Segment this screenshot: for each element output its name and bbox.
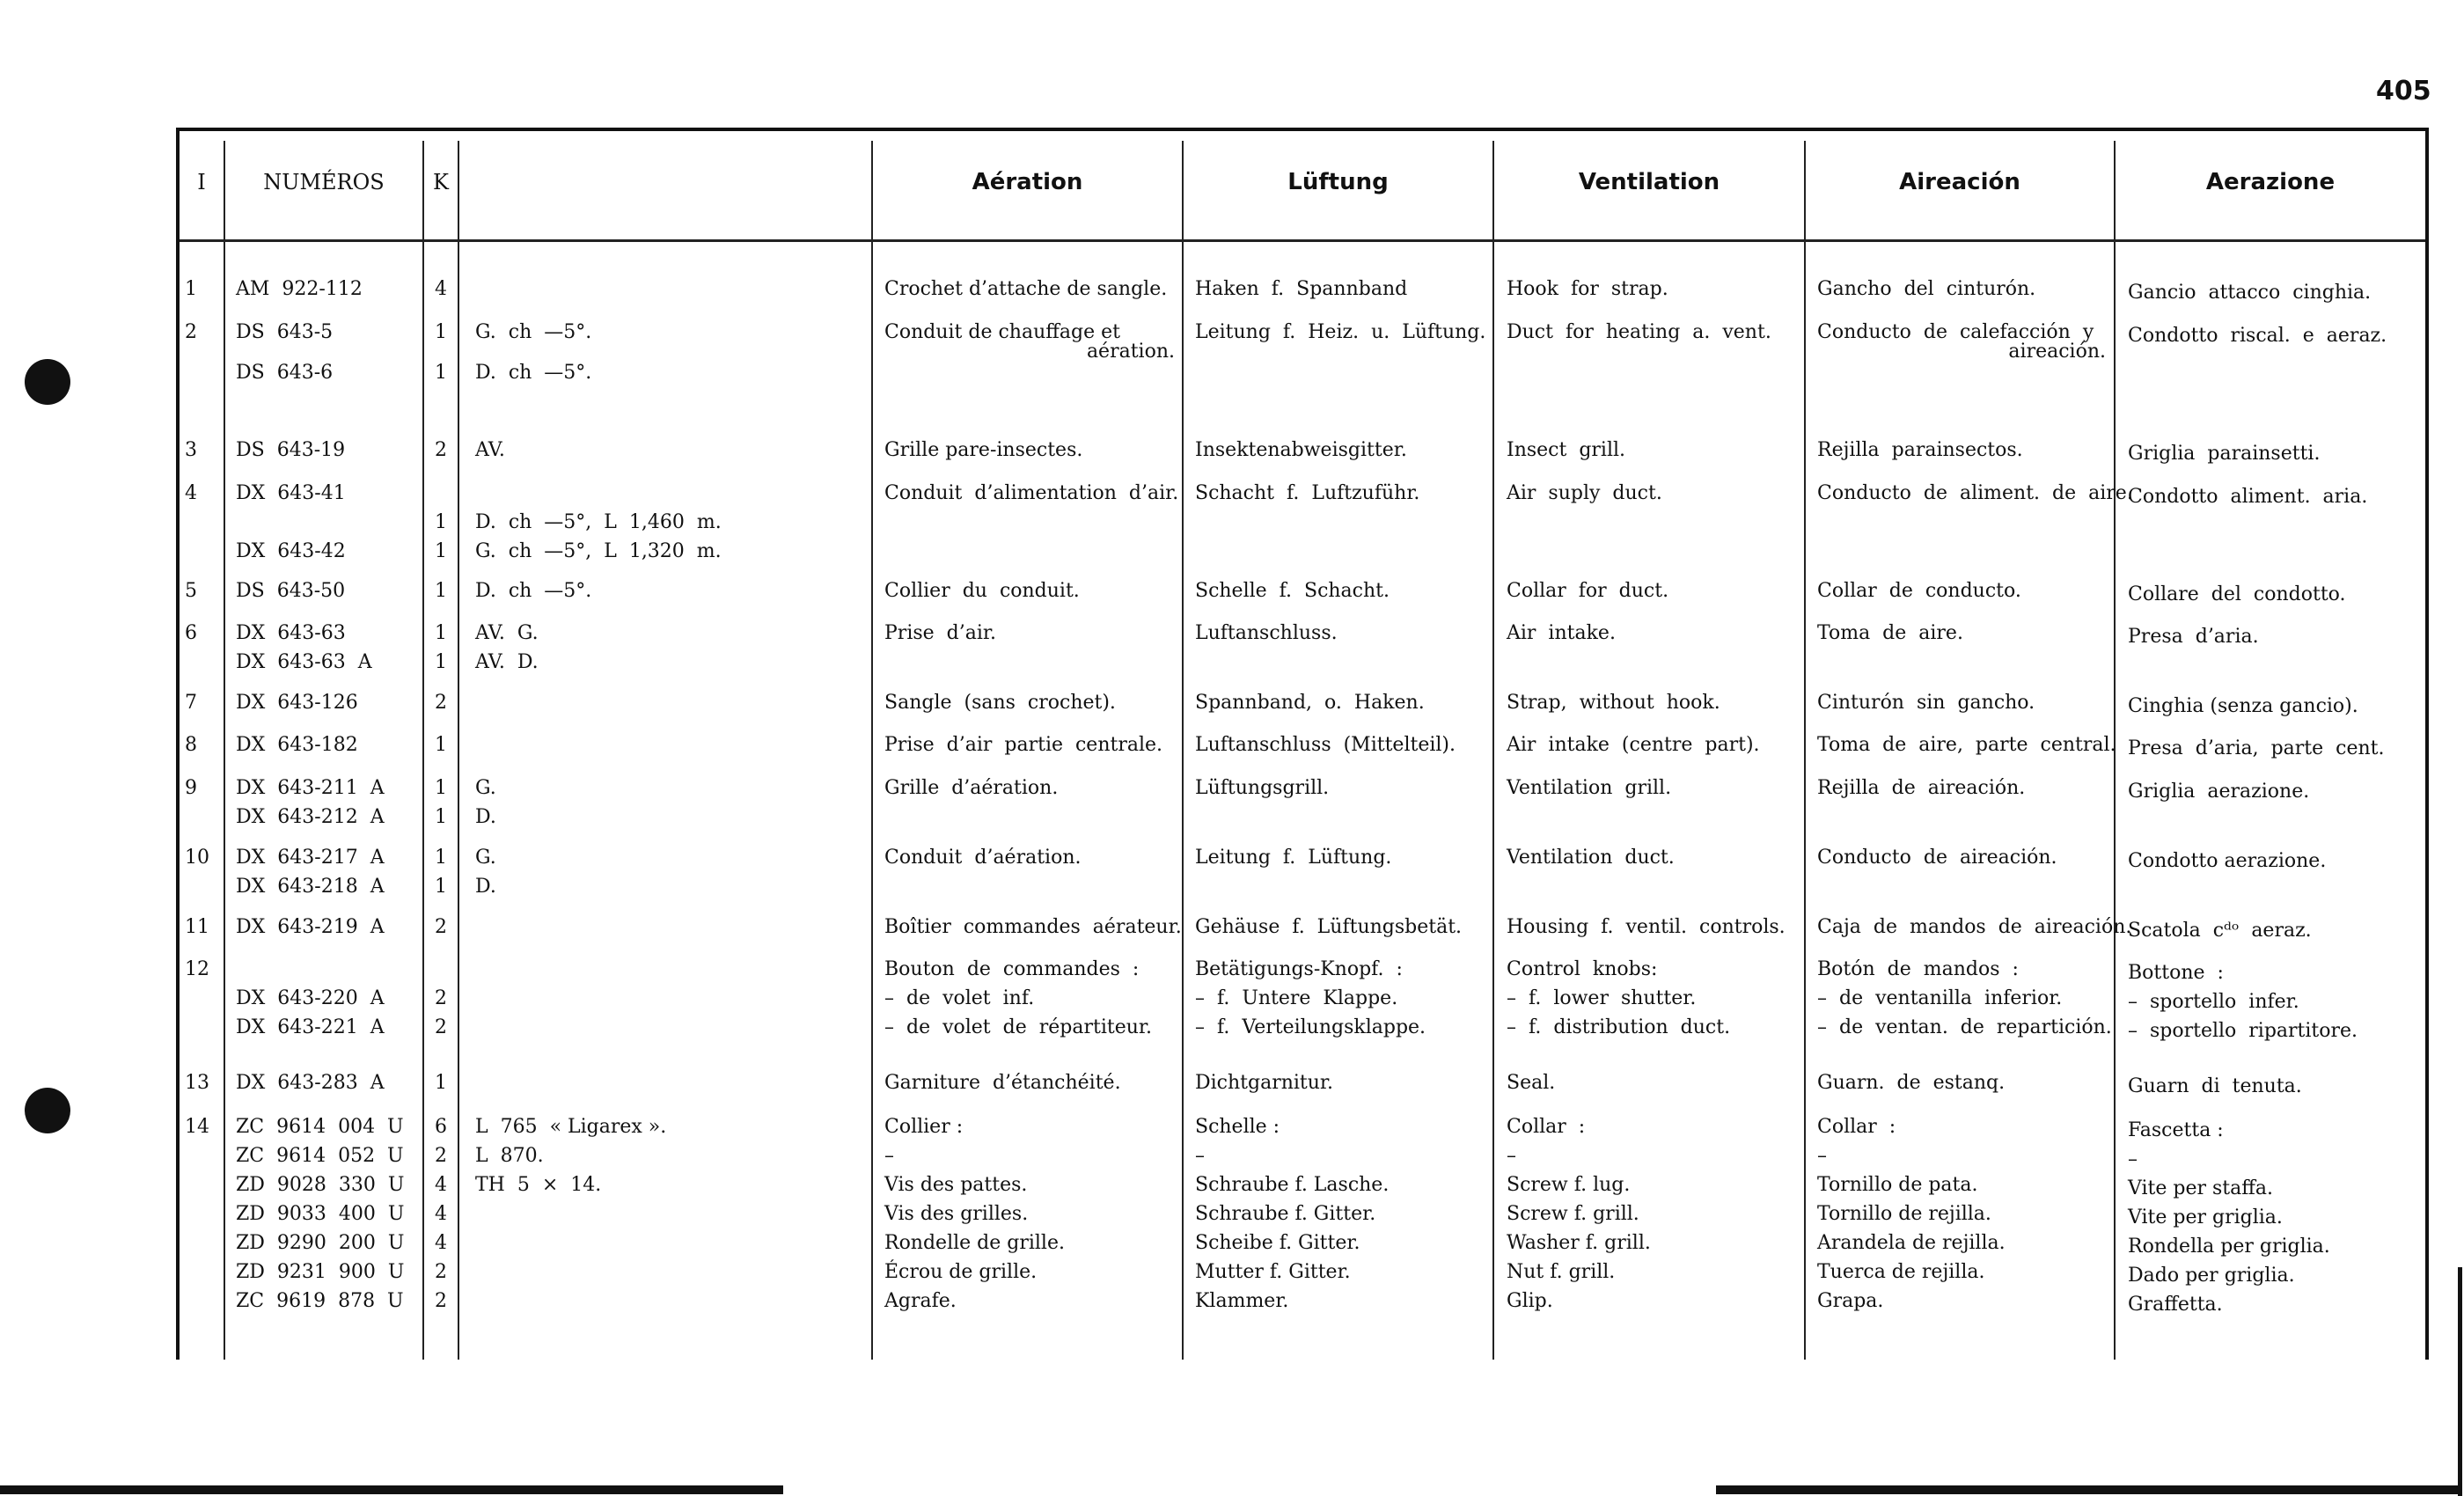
part-number: ZD 9290 200 U — [236, 1232, 405, 1254]
part-note: G. ch —5°. — [475, 321, 592, 343]
description-french: – de volet inf. — [884, 987, 1035, 1009]
description-spanish: Collar : — [1817, 1116, 1896, 1138]
description-spanish: – — [1817, 1145, 1827, 1167]
header-french: Aération — [972, 169, 1083, 195]
row-index: 1 — [185, 278, 197, 300]
description-spanish: Tornillo de rejilla. — [1817, 1203, 1991, 1225]
part-note: D. — [475, 876, 496, 898]
description-english: – — [1507, 1145, 1516, 1167]
header-qty: K — [433, 170, 449, 194]
description-german: – — [1195, 1145, 1205, 1167]
description-spanish: Cinturón sin gancho. — [1817, 692, 2035, 714]
description-english: Seal. — [1507, 1072, 1556, 1094]
description-spanish: Grapa. — [1817, 1290, 1884, 1312]
part-number: DX 643-126 — [236, 692, 358, 714]
description-german: Leitung f. Lüftung. — [1195, 847, 1392, 869]
description-english: Hook for strap. — [1507, 278, 1668, 300]
quantity: 2 — [435, 987, 447, 1009]
description-english: Screw f. grill. — [1507, 1203, 1639, 1225]
part-number: DX 643-41 — [236, 482, 346, 504]
part-number: DX 643-42 — [236, 540, 346, 562]
part-number: ZD 9231 900 U — [236, 1261, 405, 1283]
description-english: Air intake. — [1507, 622, 1616, 644]
part-number: ZC 9614 052 U — [236, 1145, 404, 1167]
quantity: 4 — [435, 1232, 447, 1254]
row-index: 7 — [185, 692, 197, 714]
description-german: Lüftungsgrill. — [1195, 777, 1330, 799]
description-french: Conduit de chauffage et — [884, 321, 1120, 343]
part-number: DS 643-5 — [236, 321, 334, 343]
row-index: 5 — [185, 580, 197, 602]
row-index: 2 — [185, 321, 197, 343]
row-index: 10 — [185, 847, 209, 869]
row-index: 14 — [185, 1116, 209, 1138]
part-number: DX 643-212 A — [236, 806, 385, 828]
quantity: 1 — [435, 1072, 447, 1094]
part-number: DS 643-6 — [236, 362, 334, 384]
row-index: 9 — [185, 777, 197, 799]
description-italian: Condotto aerazione. — [2128, 850, 2327, 872]
quantity: 6 — [435, 1116, 447, 1138]
part-note: G. — [475, 847, 496, 869]
row-index: 12 — [185, 958, 209, 980]
header-english: Ventilation — [1578, 169, 1720, 195]
description-french: Conduit d’alimentation d’air. — [884, 482, 1179, 504]
description-english: Ventilation grill. — [1507, 777, 1672, 799]
quantity: 4 — [435, 1174, 447, 1196]
description-german: Schraube f. Lasche. — [1195, 1174, 1390, 1196]
description-english: Housing f. ventil. controls. — [1507, 916, 1786, 938]
description-english: Glip. — [1507, 1290, 1553, 1312]
part-note: AV. G. — [475, 622, 539, 644]
part-number: DX 643-283 A — [236, 1072, 385, 1094]
quantity: 2 — [435, 1290, 447, 1312]
quantity: 4 — [435, 1203, 447, 1225]
description-english: Duct for heating a. vent. — [1507, 321, 1771, 343]
description-spanish: Guarn. de estanq. — [1817, 1072, 2006, 1094]
description-french: Vis des grilles. — [884, 1203, 1029, 1225]
part-note: D. — [475, 806, 496, 828]
row-index: 11 — [185, 916, 209, 938]
description-spanish: Toma de aire. — [1817, 622, 1963, 644]
part-number: DX 643-221 A — [236, 1016, 385, 1038]
description-french: Sangle (sans crochet). — [884, 692, 1116, 714]
part-note: D. ch —5°. — [475, 362, 592, 384]
description-spanish: Conducto de aireación. — [1817, 847, 2057, 869]
description-italian: – sportello ripartitore. — [2128, 1020, 2358, 1042]
description-spanish: Toma de aire, parte central. — [1817, 734, 2116, 756]
description-german: Insektenabweisgitter. — [1195, 439, 1407, 461]
part-number: DX 643-218 A — [236, 876, 385, 898]
quantity: 2 — [435, 1145, 447, 1167]
description-english: Nut f. grill. — [1507, 1261, 1616, 1283]
part-number: DX 643-63 A — [236, 651, 372, 673]
part-number: ZD 9028 330 U — [236, 1174, 405, 1196]
description-italian: Condotto riscal. e aeraz. — [2128, 325, 2387, 347]
header-spanish: Aireación — [1899, 169, 2020, 195]
quantity: 4 — [435, 278, 447, 300]
quantity: 1 — [435, 622, 447, 644]
description-french: Vis des pattes. — [884, 1174, 1028, 1196]
row-index: 4 — [185, 482, 197, 504]
part-number: DX 643-220 A — [236, 987, 385, 1009]
description-italian: Bottone : — [2128, 962, 2224, 984]
page-number: 405 — [2376, 76, 2431, 106]
description-german: Schelle : — [1195, 1116, 1280, 1138]
description-italian: Scatola cᵈᵒ aeraz. — [2128, 920, 2312, 942]
description-french: Boîtier commandes aérateur. — [884, 916, 1182, 938]
quantity: 2 — [435, 1261, 447, 1283]
row-index: 8 — [185, 734, 197, 756]
description-german: Scheibe f. Gitter. — [1195, 1232, 1360, 1254]
description-english: Collar : — [1507, 1116, 1586, 1138]
part-number: DX 643-63 — [236, 622, 346, 644]
quantity: 1 — [435, 540, 447, 562]
description-german: Schelle f. Schacht. — [1195, 580, 1390, 602]
description-english: Screw f. lug. — [1507, 1174, 1631, 1196]
part-number: ZD 9033 400 U — [236, 1203, 405, 1225]
description-spanish: Tornillo de pata. — [1817, 1174, 1978, 1196]
description-spanish: Tuerca de rejilla. — [1817, 1261, 1985, 1283]
description-french: Conduit d’aération. — [884, 847, 1082, 869]
description-french-continued: aération. — [1086, 341, 1175, 363]
quantity: 1 — [435, 651, 447, 673]
description-italian: Vite per griglia. — [2128, 1206, 2283, 1228]
description-french: Agrafe. — [884, 1290, 957, 1312]
description-french: Prise d’air. — [884, 622, 996, 644]
description-english: Control knobs: — [1507, 958, 1658, 980]
part-note: AV. — [475, 439, 505, 461]
description-english: – f. distribution duct. — [1507, 1016, 1731, 1038]
part-note: G. ch —5°, L 1,320 m. — [475, 540, 722, 562]
header-index: I — [197, 170, 206, 194]
description-german: Luftanschluss (Mittelteil). — [1195, 734, 1456, 756]
description-italian: Vite per staffa. — [2128, 1177, 2273, 1199]
description-italian: Gancio attacco cinghia. — [2128, 282, 2372, 304]
quantity: 1 — [435, 321, 447, 343]
description-german: Klammer. — [1195, 1290, 1289, 1312]
description-spanish: Conducto de calefacción y — [1817, 321, 2094, 343]
part-note: L 765 « Ligarex ». — [475, 1116, 667, 1138]
description-spanish: Rejilla parainsectos. — [1817, 439, 2023, 461]
part-number: AM 922-112 — [236, 278, 363, 300]
description-french: Écrou de grille. — [884, 1261, 1038, 1283]
description-german: Betätigungs-Knopf. : — [1195, 958, 1403, 980]
part-note: D. ch —5°. — [475, 580, 592, 602]
description-english: Air intake (centre part). — [1507, 734, 1760, 756]
description-spanish: Caja de mandos de aireación. — [1817, 916, 2132, 938]
description-english: Air suply duct. — [1507, 482, 1662, 504]
description-german: – f. Verteilungsklappe. — [1195, 1016, 1426, 1038]
description-italian: Presa d’aria. — [2128, 626, 2259, 648]
description-french: Grille pare-insectes. — [884, 439, 1083, 461]
description-english: Strap, without hook. — [1507, 692, 1720, 714]
description-french: Collier du conduit. — [884, 580, 1080, 602]
description-german: Gehäuse f. Lüftungsbetät. — [1195, 916, 1463, 938]
description-german: Luftanschluss. — [1195, 622, 1338, 644]
quantity: 1 — [435, 806, 447, 828]
quantity: 1 — [435, 511, 447, 533]
description-french: Bouton de commandes : — [884, 958, 1140, 980]
part-number: ZC 9614 004 U — [236, 1116, 404, 1138]
part-number: DX 643-182 — [236, 734, 358, 756]
description-english: – f. lower shutter. — [1507, 987, 1697, 1009]
description-italian: Condotto aliment. aria. — [2128, 486, 2368, 508]
description-spanish-continued: aireación. — [2008, 341, 2106, 363]
description-french: Rondelle de grille. — [884, 1232, 1065, 1254]
part-number: DX 643-219 A — [236, 916, 385, 938]
description-spanish: – de ventan. de repartición. — [1817, 1016, 2112, 1038]
description-italian: Griglia aerazione. — [2128, 781, 2310, 803]
description-french: – de volet de répartiteur. — [884, 1016, 1152, 1038]
part-number: DX 643-211 A — [236, 777, 385, 799]
description-french: Crochet d’attache de sangle. — [884, 278, 1168, 300]
quantity: 1 — [435, 777, 447, 799]
description-english: Washer f. grill. — [1507, 1232, 1651, 1254]
quantity: 1 — [435, 580, 447, 602]
description-italian: Guarn di tenuta. — [2128, 1075, 2302, 1097]
description-spanish: Collar de conducto. — [1817, 580, 2021, 602]
description-italian: Fascetta : — [2128, 1119, 2224, 1141]
part-number: DX 643-217 A — [236, 847, 385, 869]
description-french: Collier : — [884, 1116, 964, 1138]
part-number: DS 643-19 — [236, 439, 346, 461]
quantity: 1 — [435, 734, 447, 756]
part-note: L 870. — [475, 1145, 544, 1167]
description-german: – f. Untere Klappe. — [1195, 987, 1398, 1009]
quantity: 1 — [435, 876, 447, 898]
description-german: Leitung f. Heiz. u. Lüftung. — [1195, 321, 1486, 343]
header-italian: Aerazione — [2205, 169, 2336, 195]
quantity: 2 — [435, 692, 447, 714]
part-number: ZC 9619 878 U — [236, 1290, 404, 1312]
description-english: Collar for duct. — [1507, 580, 1669, 602]
description-spanish: Rejilla de aireación. — [1817, 777, 2026, 799]
description-italian: Rondella per griglia. — [2128, 1236, 2330, 1258]
part-note: G. — [475, 777, 496, 799]
description-spanish: – de ventanilla inferior. — [1817, 987, 2063, 1009]
row-index: 3 — [185, 439, 197, 461]
description-german: Mutter f. Gitter. — [1195, 1261, 1351, 1283]
description-spanish: Botón de mandos : — [1817, 958, 2019, 980]
description-german: Spannband, o. Haken. — [1195, 692, 1425, 714]
description-italian: Griglia parainsetti. — [2128, 443, 2321, 465]
description-german: Haken f. Spannband — [1195, 278, 1408, 300]
description-french: – — [884, 1145, 894, 1167]
header-german: Lüftung — [1287, 169, 1389, 195]
description-spanish: Arandela de rejilla. — [1817, 1232, 2006, 1254]
part-number: DS 643-50 — [236, 580, 346, 602]
quantity: 2 — [435, 916, 447, 938]
description-english: Insect grill. — [1507, 439, 1626, 461]
quantity: 1 — [435, 362, 447, 384]
quantity: 2 — [435, 439, 447, 461]
description-spanish: Conducto de aliment. de aire. — [1817, 482, 2133, 504]
description-italian: Graffetta. — [2128, 1294, 2223, 1316]
description-french: Garniture d’étanchéité. — [884, 1072, 1121, 1094]
description-italian: – — [2128, 1148, 2138, 1170]
description-italian: Collare del condotto. — [2128, 583, 2346, 605]
description-italian: – sportello infer. — [2128, 991, 2299, 1013]
description-italian: Presa d’aria, parte cent. — [2128, 737, 2385, 759]
part-note: TH 5 × 14. — [475, 1174, 602, 1196]
description-german: Schacht f. Luftzuführ. — [1195, 482, 1420, 504]
description-italian: Dado per griglia. — [2128, 1265, 2295, 1287]
description-french: Grille d’aération. — [884, 777, 1059, 799]
header-numeros: NUMÉROS — [263, 170, 385, 194]
quantity: 1 — [435, 847, 447, 869]
description-french: Prise d’air partie centrale. — [884, 734, 1163, 756]
row-index: 13 — [185, 1072, 209, 1094]
description-german: Dichtgarnitur. — [1195, 1072, 1334, 1094]
part-note: AV. D. — [475, 651, 539, 673]
part-note: D. ch —5°, L 1,460 m. — [475, 511, 722, 533]
quantity: 2 — [435, 1016, 447, 1038]
description-english: Ventilation duct. — [1507, 847, 1675, 869]
description-german: Schraube f. Gitter. — [1195, 1203, 1376, 1225]
description-italian: Cinghia (senza gancio). — [2128, 695, 2358, 717]
description-spanish: Gancho del cinturón. — [1817, 278, 2036, 300]
row-index: 6 — [185, 622, 197, 644]
